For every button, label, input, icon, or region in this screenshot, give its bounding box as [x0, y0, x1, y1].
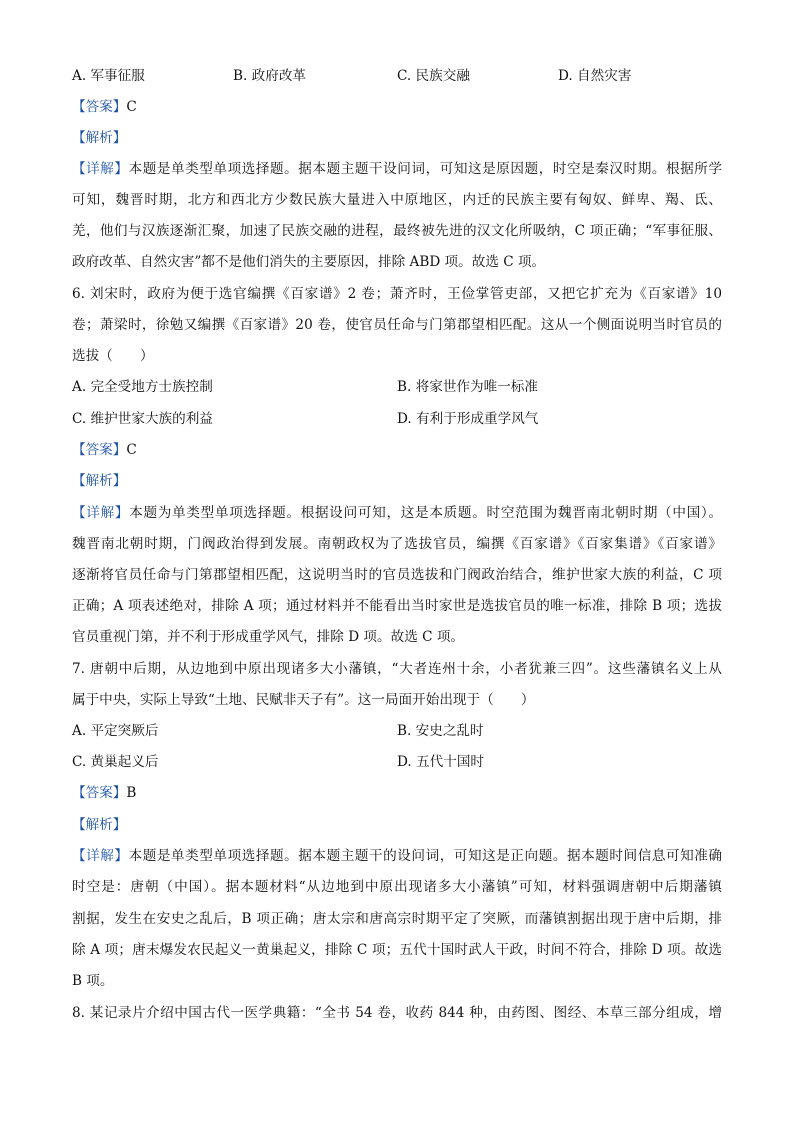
q6-answer: [72, 440, 722, 460]
q6-detail-line-3: 逐渐将官员任命与门第郡望相匹配，这说明当时的官员选拔和门阀政治结合，维护世家大族的利益，C 项: [72, 567, 722, 583]
detail-text: 本题是单类型单项选择题。据本题主题干的设问词，可知这是正向题。据本题时间信息可知准确: [128, 848, 723, 864]
q5-detail-line-1: [72, 159, 722, 179]
q7-analysis-tag: 【解析】: [72, 817, 127, 833]
q5-detail-line-3: 羌，他们与汉族逐渐汇聚，加速了民族交融的进程，最终被先进的汉文化所吸纳，C 项正确；“军事征服、: [72, 223, 722, 239]
q6-option-d: D. 有利于形成重学风气: [397, 411, 539, 427]
answer-tag: 【答案】: [72, 99, 127, 115]
q7-stem-line-1: 7. 唐朝中后期，从边地到中原出现诸多大小藩镇，“大者连州十余，小者犹兼三四”。这些藩镇名义上从: [72, 661, 722, 677]
answer-value: C: [126, 99, 137, 115]
q6-stem-line-2: 卷；萧梁时，徐勉又编撰《百家谱》20 卷，使官员任命与门第郡望相匹配。这从一个侧面说明当时官员的: [72, 317, 722, 333]
q7-option-d: D. 五代十国时: [397, 754, 485, 770]
q8-stem-line-1: 8. 某记录片介绍中国古代一医学典籍：“全书 54 卷，收药 844 种，由药图、图经、本草三部分组成，增: [72, 1005, 722, 1021]
detail-text: 本题为单类型单项选择题。根据设问可知，这是本质题。时空范围为魏晋南北朝时期（中国）。: [129, 505, 723, 521]
q7-option-c: C. 黄巢起义后: [72, 754, 159, 770]
answer-value: B: [126, 785, 137, 801]
q5-option-a: A. 军事征服: [72, 68, 145, 84]
q6-stem-line-3: 选拔（ ）: [72, 348, 154, 364]
q7-detail-line-2: 时空是：唐朝（中国）。据本题材料“从边地到中原出现诸多大小藩镇”可知，材料强调唐朝中后期藩镇: [72, 879, 722, 895]
q5-detail-line-2: 可知，魏晋时期，北方和西北方少数民族大量进入中原地区，内迁的民族主要有匈奴、鲜卑、羯、氐、: [72, 192, 722, 208]
q5-option-b: B. 政府改革: [233, 68, 307, 84]
q6-analysis-tag: 【解析】: [72, 473, 127, 489]
q6-option-c: C. 维护世家大族的利益: [72, 411, 213, 427]
q7-detail-line-1: [72, 846, 722, 866]
q7-detail-line-3: 割据，发生在安史之乱后，B 项正确；唐太宗和唐高宗时期平定了突厥，而藩镇割据出现于唐中后期，排: [72, 911, 722, 927]
q5-option-d: D. 自然灾害: [558, 68, 632, 84]
q7-answer: [72, 783, 722, 803]
q5-detail-line-4: 政府改革、自然灾害”都不是他们消失的主要原因，排除 ABD 项。故选 C 项。: [72, 254, 546, 270]
answer-tag: 【答案】: [72, 785, 127, 801]
q6-detail-line-4: 正确；A 项表述绝对，排除 A 项；通过材料并不能看出当时家世是选拔官员的唯一标准，排除 B 项；选拔: [72, 598, 722, 614]
q7-detail-line-5: B 项。: [72, 973, 114, 989]
q5-option-c: C. 民族交融: [397, 68, 470, 84]
q7-stem-line-2: 属于中央，实际上导致“土地、民赋非天子有”。这一局面开始出现于（ ）: [72, 692, 535, 708]
q7-detail-line-4: 除 A 项；唐末爆发农民起义一黄巢起义，排除 C 项；五代十国时武人干政，时间不符合，排除 D 项。故选: [72, 942, 722, 958]
q7-option-a: A. 平定突厥后: [72, 723, 159, 739]
q6-option-a: A. 完全受地方士族控制: [72, 379, 213, 395]
q6-detail-line-2: 魏晋南北朝时期，门阀政治得到发展。南朝政权为了选拔官员，编撰《百家谱》《百家集谱》《百家谱》: [72, 536, 722, 552]
q5-analysis-tag: 【解析】: [72, 130, 127, 146]
answer-value: C: [126, 442, 137, 458]
detail-text: 本题是单类型单项选择题。据本题主题干设问词，可知这是原因题，时空是秦汉时期。根据所学: [128, 161, 723, 177]
q5-answer: [72, 97, 722, 117]
q6-option-b: B. 将家世作为唯一标准: [397, 379, 538, 395]
q7-option-b: B. 安史之乱时: [397, 723, 484, 739]
detail-tag: 【详解】: [72, 161, 129, 177]
q6-detail-line-5: 官员重视门第，并不利于形成重学风气，排除 D 项。故选 C 项。: [72, 629, 465, 645]
q6-stem-line-1: 6. 刘宋时，政府为便于选官编撰《百家谱》2 卷；萧齐时，王俭掌管吏部，又把它扩充为《百家谱》10: [72, 286, 722, 302]
detail-tag: 【详解】: [72, 505, 130, 521]
detail-tag: 【详解】: [72, 848, 129, 864]
answer-tag: 【答案】: [72, 442, 127, 458]
q6-detail-line-1: [72, 503, 722, 523]
